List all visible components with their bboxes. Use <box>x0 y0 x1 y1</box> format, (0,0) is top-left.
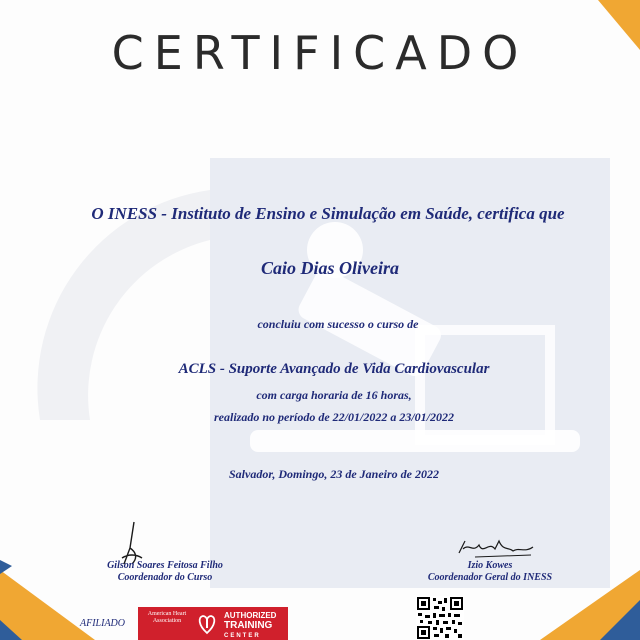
course-name: ACLS - Suporte Avançado de Vida Cardiovascular <box>178 361 490 377</box>
course-workload: com carga horaria de 16 horas, <box>256 388 412 402</box>
signature-left-role: Coordenador do Curso <box>117 572 213 583</box>
aha-logo <box>138 607 288 640</box>
signature-right-name: Izio Kowes <box>467 560 513 571</box>
certificate-title: CERTIFICADO <box>111 26 529 80</box>
signature-left-name: Gilson Soares Feitosa Filho <box>107 560 223 571</box>
aha-text: American Heart Association <box>147 611 187 624</box>
aha-badge-line2: TRAINING <box>224 620 273 631</box>
course-period: realizado no período de 22/01/2022 a 23/01/2022 <box>214 410 454 424</box>
qr-code <box>416 596 464 640</box>
aha-badge-text <box>224 611 276 640</box>
intro-text: O INESS - Instituto de Ensino e Simulação em Saúde, certifica que <box>91 204 565 223</box>
aha-badge-line1: AUTHORIZED <box>224 611 277 620</box>
completion-text: concluiu com sucesso o curso de <box>257 317 419 331</box>
place-and-date: Salvador, Domingo, 23 de Janeiro de 2022 <box>228 467 439 481</box>
recipient-name: Caio Dias Oliveira <box>261 258 399 278</box>
afiliado-label: AFILIADO <box>80 618 125 629</box>
signature-right-role: Coordenador Geral do INESS <box>427 572 553 583</box>
heart-torch-icon <box>196 611 218 635</box>
signature-right <box>455 535 540 563</box>
aha-badge-line3: CENTER <box>224 633 261 639</box>
